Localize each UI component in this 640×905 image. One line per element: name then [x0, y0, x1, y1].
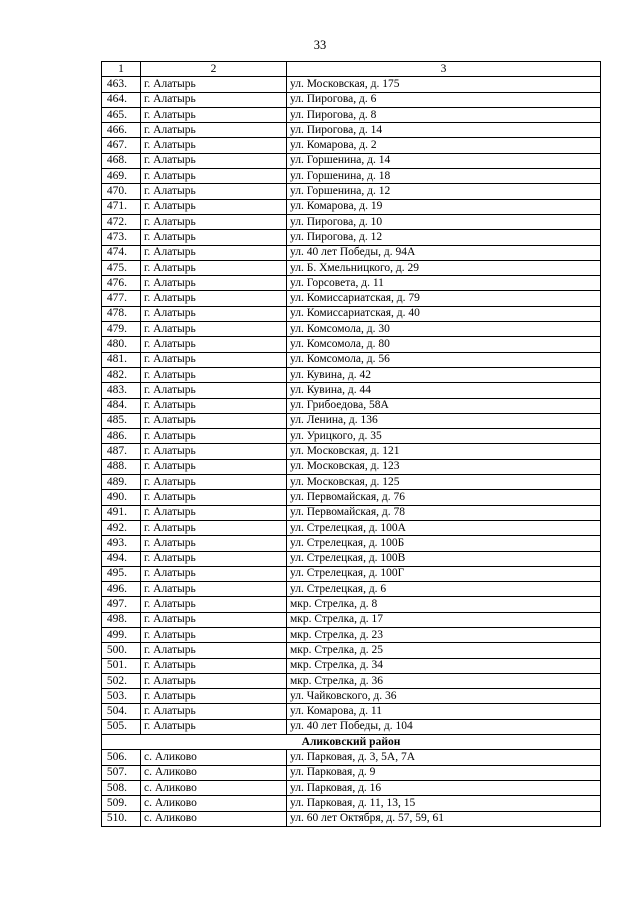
- row-address: ул. Комсомола, д. 30: [287, 322, 601, 337]
- table-row: [102, 123, 601, 138]
- row-address: мкр. Стрелка, д. 17: [287, 612, 601, 627]
- table-row: [102, 536, 601, 551]
- row-number: 491.: [102, 505, 141, 520]
- row-number: 492.: [102, 520, 141, 535]
- row-city: г. Алатырь: [141, 107, 287, 122]
- row-address: ул. Комиссариатская, д. 40: [287, 306, 601, 321]
- row-address: ул. Комарова, д. 19: [287, 199, 601, 214]
- row-address: ул. Московская, д. 125: [287, 475, 601, 490]
- row-address: ул. Комсомола, д. 80: [287, 337, 601, 352]
- row-number: 507.: [102, 765, 141, 780]
- table-row: [102, 230, 601, 245]
- row-city: г. Алатырь: [141, 337, 287, 352]
- table-row: [102, 750, 601, 765]
- table-row: [102, 551, 601, 566]
- row-number: 498.: [102, 612, 141, 627]
- row-number: 467.: [102, 138, 141, 153]
- row-number: 471.: [102, 199, 141, 214]
- row-number: 483.: [102, 383, 141, 398]
- row-number: 501.: [102, 658, 141, 673]
- row-city: г. Алатырь: [141, 184, 287, 199]
- row-city: г. Алатырь: [141, 429, 287, 444]
- row-number: 487.: [102, 444, 141, 459]
- table-row: [102, 505, 601, 520]
- row-address: ул. Пирогова, д. 8: [287, 107, 601, 122]
- row-address: ул. 40 лет Победы, д. 104: [287, 719, 601, 734]
- row-city: г. Алатырь: [141, 352, 287, 367]
- table-row: [102, 367, 601, 382]
- row-address: ул. Первомайская, д. 76: [287, 490, 601, 505]
- table-row: [102, 612, 601, 627]
- row-number: 474.: [102, 245, 141, 260]
- row-number: 510.: [102, 811, 141, 826]
- row-city: г. Алатырь: [141, 505, 287, 520]
- row-number: 489.: [102, 475, 141, 490]
- row-city: г. Алатырь: [141, 658, 287, 673]
- table-row: [102, 306, 601, 321]
- row-number: 475.: [102, 260, 141, 275]
- row-address: ул. Парковая, д. 9: [287, 765, 601, 780]
- row-number: 503.: [102, 689, 141, 704]
- row-address: ул. Московская, д. 121: [287, 444, 601, 459]
- table-row: [102, 383, 601, 398]
- row-city: г. Алатырь: [141, 490, 287, 505]
- row-address: ул. Стрелецкая, д. 100Г: [287, 566, 601, 581]
- row-number: 464.: [102, 92, 141, 107]
- row-address: ул. Грибоедова, 58А: [287, 398, 601, 413]
- row-address: ул. Первомайская, д. 78: [287, 505, 601, 520]
- table-row: [102, 169, 601, 184]
- row-number: 508.: [102, 780, 141, 795]
- table-row: [102, 811, 601, 826]
- row-city: г. Алатырь: [141, 475, 287, 490]
- row-city: г. Алатырь: [141, 551, 287, 566]
- table-row: [102, 673, 601, 688]
- row-address: ул. Чайковского, д. 36: [287, 689, 601, 704]
- row-address: ул. Урицкого, д. 35: [287, 429, 601, 444]
- row-city: г. Алатырь: [141, 413, 287, 428]
- row-number: 468.: [102, 153, 141, 168]
- row-address: мкр. Стрелка, д. 36: [287, 673, 601, 688]
- row-address: ул. 40 лет Победы, д. 94А: [287, 245, 601, 260]
- row-number: 496.: [102, 582, 141, 597]
- table-row: [102, 475, 601, 490]
- row-city: г. Алатырь: [141, 138, 287, 153]
- row-city: г. Алатырь: [141, 398, 287, 413]
- table-row: [102, 765, 601, 780]
- row-city: г. Алатырь: [141, 520, 287, 535]
- table-row: [102, 658, 601, 673]
- row-number: 509.: [102, 796, 141, 811]
- row-city: г. Алатырь: [141, 169, 287, 184]
- table-row: [102, 107, 601, 122]
- row-city: с. Аликово: [141, 765, 287, 780]
- row-city: г. Алатырь: [141, 536, 287, 551]
- row-address: ул. Пирогова, д. 10: [287, 214, 601, 229]
- row-address: ул. Пирогова, д. 14: [287, 123, 601, 138]
- table-row: [102, 459, 601, 474]
- row-address: ул. Стрелецкая, д. 6: [287, 582, 601, 597]
- row-address: ул. Кувина, д. 42: [287, 367, 601, 382]
- row-city: г. Алатырь: [141, 245, 287, 260]
- row-address: ул. Комарова, д. 11: [287, 704, 601, 719]
- table-row: [102, 398, 601, 413]
- row-number: 506.: [102, 750, 141, 765]
- section-row: [102, 735, 601, 750]
- row-city: г. Алатырь: [141, 582, 287, 597]
- row-number: 482.: [102, 367, 141, 382]
- table-row: [102, 153, 601, 168]
- row-number: 465.: [102, 107, 141, 122]
- table-row: [102, 260, 601, 275]
- row-number: 494.: [102, 551, 141, 566]
- table-row: [102, 444, 601, 459]
- page-number: 33: [313, 38, 327, 52]
- table-row: [102, 520, 601, 535]
- row-number: 486.: [102, 429, 141, 444]
- row-address: ул. Пирогова, д. 12: [287, 230, 601, 245]
- table-row: [102, 276, 601, 291]
- table-row: [102, 429, 601, 444]
- row-city: г. Алатырь: [141, 627, 287, 642]
- row-city: г. Алатырь: [141, 383, 287, 398]
- row-address: мкр. Стрелка, д. 34: [287, 658, 601, 673]
- row-city: г. Алатырь: [141, 123, 287, 138]
- header-col-2: 2: [141, 62, 287, 77]
- address-table: [101, 61, 601, 827]
- row-number: 480.: [102, 337, 141, 352]
- header-col-3: 3: [287, 62, 601, 77]
- table-row: [102, 214, 601, 229]
- row-address: мкр. Стрелка, д. 8: [287, 597, 601, 612]
- row-address: ул. Ленина, д. 136: [287, 413, 601, 428]
- row-city: г. Алатырь: [141, 459, 287, 474]
- row-city: г. Алатырь: [141, 77, 287, 92]
- row-city: г. Алатырь: [141, 291, 287, 306]
- row-city: г. Алатырь: [141, 719, 287, 734]
- row-address: ул. Горшенина, д. 12: [287, 184, 601, 199]
- table-row: [102, 77, 601, 92]
- table-row: [102, 780, 601, 795]
- row-number: 463.: [102, 77, 141, 92]
- row-address: ул. 60 лет Октября, д. 57, 59, 61: [287, 811, 601, 826]
- row-number: 493.: [102, 536, 141, 551]
- row-address: ул. Горшенина, д. 14: [287, 153, 601, 168]
- row-number: 485.: [102, 413, 141, 428]
- row-number: 499.: [102, 627, 141, 642]
- row-city: г. Алатырь: [141, 444, 287, 459]
- row-number: 504.: [102, 704, 141, 719]
- table-row: [102, 597, 601, 612]
- row-city: г. Алатырь: [141, 92, 287, 107]
- row-address: ул. Горсовета, д. 11: [287, 276, 601, 291]
- table-header-row: [102, 62, 601, 77]
- row-number: 497.: [102, 597, 141, 612]
- table-row: [102, 796, 601, 811]
- row-city: г. Алатырь: [141, 566, 287, 581]
- row-address: ул. Парковая, д. 3, 5А, 7А: [287, 750, 601, 765]
- table-row: [102, 337, 601, 352]
- table-row: [102, 582, 601, 597]
- row-address: ул. Парковая, д. 16: [287, 780, 601, 795]
- row-address: ул. Стрелецкая, д. 100Б: [287, 536, 601, 551]
- row-address: мкр. Стрелка, д. 23: [287, 627, 601, 642]
- table-row: [102, 199, 601, 214]
- row-number: 488.: [102, 459, 141, 474]
- row-number: 469.: [102, 169, 141, 184]
- table-row: [102, 413, 601, 428]
- row-city: г. Алатырь: [141, 704, 287, 719]
- row-city: с. Аликово: [141, 750, 287, 765]
- row-city: г. Алатырь: [141, 367, 287, 382]
- row-number: 484.: [102, 398, 141, 413]
- row-city: г. Алатырь: [141, 597, 287, 612]
- row-address: ул. Стрелецкая, д. 100А: [287, 520, 601, 535]
- row-address: ул. Комсомола, д. 56: [287, 352, 601, 367]
- row-city: г. Алатырь: [141, 612, 287, 627]
- row-number: 473.: [102, 230, 141, 245]
- row-address: ул. Пирогова, д. 6: [287, 92, 601, 107]
- row-number: 502.: [102, 673, 141, 688]
- table-body: [102, 62, 601, 827]
- row-number: 472.: [102, 214, 141, 229]
- table-row: [102, 719, 601, 734]
- row-number: 479.: [102, 322, 141, 337]
- row-city: г. Алатырь: [141, 153, 287, 168]
- table-row: [102, 643, 601, 658]
- row-city: г. Алатырь: [141, 643, 287, 658]
- row-number: 505.: [102, 719, 141, 734]
- row-address: ул. Комарова, д. 2: [287, 138, 601, 153]
- row-number: 477.: [102, 291, 141, 306]
- row-city: г. Алатырь: [141, 199, 287, 214]
- table-row: [102, 322, 601, 337]
- row-city: г. Алатырь: [141, 230, 287, 245]
- row-city: г. Алатырь: [141, 276, 287, 291]
- row-city: г. Алатырь: [141, 260, 287, 275]
- row-number: 478.: [102, 306, 141, 321]
- row-city: г. Алатырь: [141, 673, 287, 688]
- table-row: [102, 184, 601, 199]
- row-city: с. Аликово: [141, 796, 287, 811]
- table-row: [102, 627, 601, 642]
- row-address: ул. Комиссариатская, д. 79: [287, 291, 601, 306]
- row-city: с. Аликово: [141, 811, 287, 826]
- table-row: [102, 291, 601, 306]
- row-city: г. Алатырь: [141, 306, 287, 321]
- table-row: [102, 704, 601, 719]
- row-address: ул. Стрелецкая, д. 100В: [287, 551, 601, 566]
- row-number: 490.: [102, 490, 141, 505]
- table-row: [102, 138, 601, 153]
- row-address: ул. Московская, д. 175: [287, 77, 601, 92]
- row-address: ул. Горшенина, д. 18: [287, 169, 601, 184]
- table-row: [102, 245, 601, 260]
- row-number: 495.: [102, 566, 141, 581]
- row-number: 500.: [102, 643, 141, 658]
- row-address: ул. Б. Хмельницкого, д. 29: [287, 260, 601, 275]
- row-address: ул. Московская, д. 123: [287, 459, 601, 474]
- row-address: мкр. Стрелка, д. 25: [287, 643, 601, 658]
- row-city: г. Алатырь: [141, 214, 287, 229]
- row-city: с. Аликово: [141, 780, 287, 795]
- row-address: ул. Кувина, д. 44: [287, 383, 601, 398]
- row-city: г. Алатырь: [141, 689, 287, 704]
- table-row: [102, 490, 601, 505]
- row-city: г. Алатырь: [141, 322, 287, 337]
- table-row: [102, 352, 601, 367]
- table-row: [102, 689, 601, 704]
- table-row: [102, 92, 601, 107]
- row-number: 481.: [102, 352, 141, 367]
- row-address: ул. Парковая, д. 11, 13, 15: [287, 796, 601, 811]
- row-number: 466.: [102, 123, 141, 138]
- row-number: 476.: [102, 276, 141, 291]
- header-col-1: 1: [102, 62, 141, 77]
- table-row: [102, 566, 601, 581]
- section-title: Аликовский район: [102, 735, 601, 750]
- row-number: 470.: [102, 184, 141, 199]
